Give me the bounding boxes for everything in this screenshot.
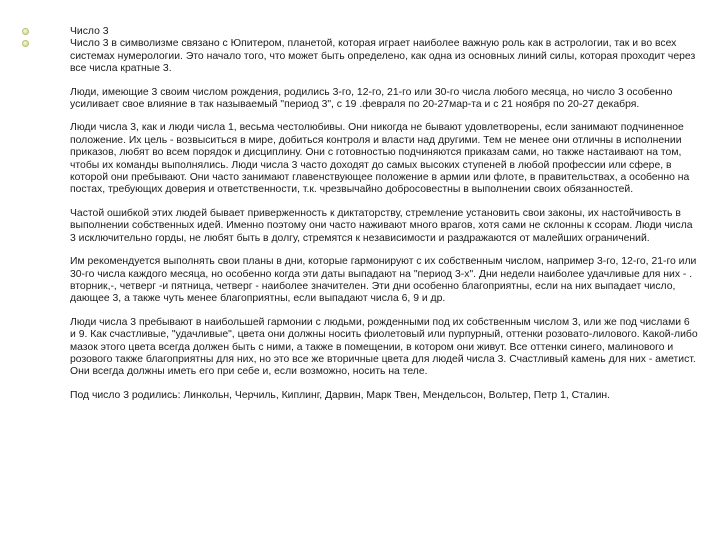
body-text xyxy=(70,38,698,402)
paragraph-recommendations: Им рекомендуется выполнять свои планы в дни, которые гармонируют с их собственным числом, например 3-го, 12-го, 21-го или 30-го числа каждого месяца, но особенно когда эти даты выпадают на "период 3-х". Дни недели наиболее удачливые для них - . вторник,-, четверг -и пятница, четверг - наиболее значителен. Эти дни особенно благоприятны, если на них выпадает число, дающее 3, а также чуть менее благоприятны, если выпадают числа 6, 9 и др. xyxy=(70,256,697,305)
paragraph-birth-dates: Люди, имеющие 3 своим числом рождения, родились 3-го, 12-го, 21-го или 30-го числа любого месяца, но число 3 особенно усиливает свое влияние в так называемый "период 3", с 19 .февраля по 20-27мар-та и с 21 ноября по 20-27 декабря. xyxy=(70,86,673,111)
bullet-circle-icon xyxy=(22,40,29,47)
slide-heading: Число 3 xyxy=(70,26,109,37)
bullet-item-body xyxy=(22,38,698,402)
paragraph-ambition: Люди числа 3, как и люди числа 1, весьма честолюбивы. Они никогда не бывают удовлетворены, если занимают подчиненное положение. Их цель - возвыситься в мире, добиться контроля и власти над другими. Тем не менее они отличны в исполнении приказов, любят во всем порядок и дисциплину. Они с готовностью подчиняются приказам сами, но также настаивают на том, чтобы их команды выполнялись. Люди числа 3 часто доходят до самых высоких ступеней в любой профессии или сфере, в которой они пребывают. Они часто занимают главенствующее положение в армии или флоте, в правительствах, а особенно на постах, требующих доверия и ответственности, т.к. чрезвычайно добросовестны в выполнении своих обязанностей. xyxy=(70,122,690,196)
bullet-circle-icon xyxy=(22,28,29,35)
paragraph-symbolism: Число 3 в символизме связано с Юпитером, планетой, которая играет наиболее важную роль как в астрологии, так и во всех системах нумерологии. Это начало того, что может быть определено, как одна из основных линий силы, которая проходит через все числа кратные 3. xyxy=(70,38,696,75)
paragraph-mistakes: Частой ошибкой этих людей бывает приверженность к диктаторству, стремление установить свои законы, их настойчивость в выполнении собственных идей. Именно поэтому они часто наживают много врагов, хотя сами не склонны к ссорам. Люди числа 3 исключительно горды, не любят быть в долгу, стремятся к независимости и раздражаются от малейших ограничений. xyxy=(70,207,693,244)
paragraph-harmony-colors: Люди числа 3 пребывают в наибольшей гармонии с людьми, рожденными под их собственным числом 3, или же под числами 6 и 9. Как счастливые, "удачливые", цвета они должны носить фиолетовый или пурпурный, оттенки розовато-лилового. Какой-либо мазок этого цвета всегда должен быть с ними, а также в помещении, в котором они живут. Все оттенки синего, малинового и розового также благоприятны для них, но это все же вторичные цвета для людей числа 3. Счастливый камень для них - аметист. Они всегда должны иметь его при себе и, если возможно, носить на теле. xyxy=(70,316,698,378)
bullet-item-heading xyxy=(22,26,698,38)
paragraph-famous-people: Под число 3 родились: Линкольн, Черчиль, Киплинг, Дарвин, Марк Твен, Мендельсон, Вольтер, Петр 1, Сталин. xyxy=(70,389,611,401)
bullet-list xyxy=(22,26,698,402)
